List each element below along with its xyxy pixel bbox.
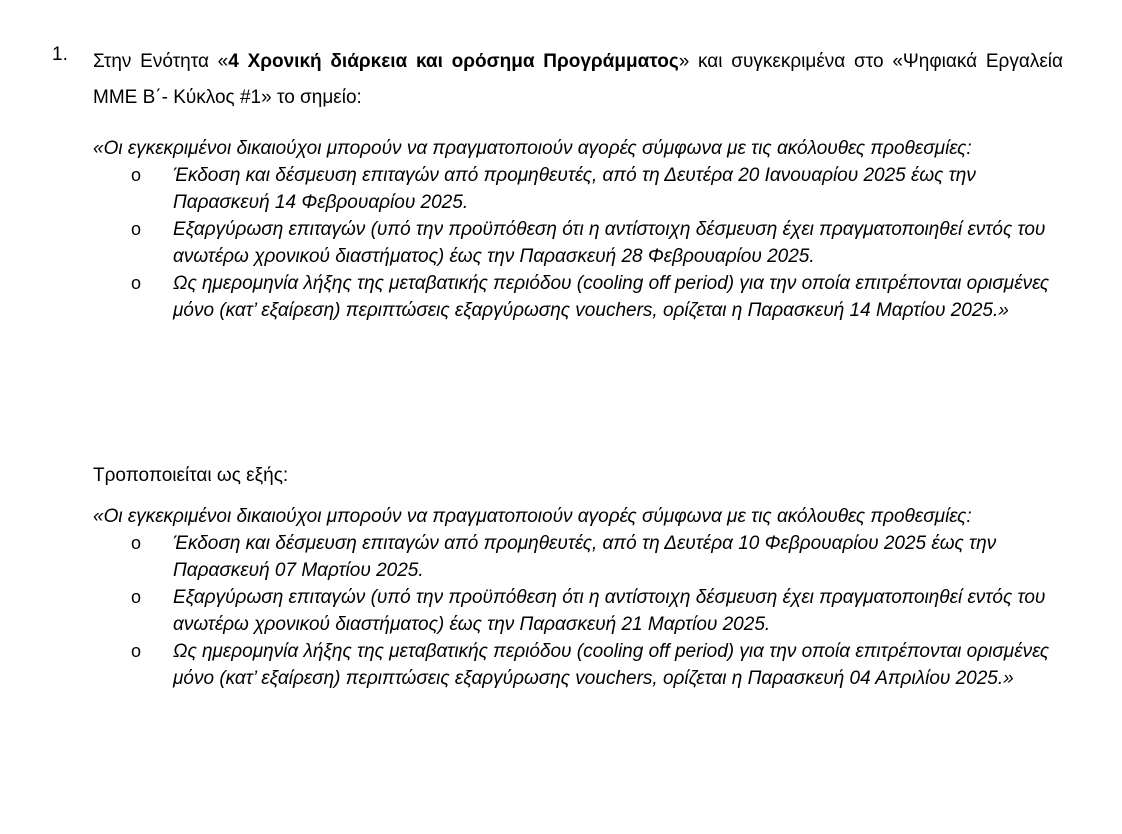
intro-text-before: Στην Ενότητα « bbox=[93, 51, 229, 72]
bullet-text: Ως ημερομηνία λήξης της μεταβατικής περιόδου (cooling off period) για την οποία επιτρέπονται ορισμένες μόνο (κατ’ εξαίρεση) περιπτώσεις εξαργύρωσης vouchers, ορίζεται η Παρασκευή 04 Απριλίου 2025.» bbox=[173, 641, 1050, 689]
hollow-circle-bullet-icon: o bbox=[131, 533, 142, 553]
bullet-text: Έκδοση και δέσμευση επιταγών από προμηθευτές, από τη Δευτέρα 10 Φεβρουαρίου 2025 έως την Παρασκευή 07 Μαρτίου 2025. bbox=[173, 533, 997, 581]
bullet-text: Εξαργύρωση επιταγών (υπό την προϋπόθεση ότι η αντίστοιχη δέσμευση έχει πραγματοποιηθεί εντός του ανωτέρω χρονικού διαστήματος) έως την Παρασκευή 28 Φεβρουαρίου 2025. bbox=[173, 219, 1046, 267]
hollow-circle-bullet-icon: o bbox=[131, 641, 142, 661]
amended-quote-block bbox=[93, 503, 1068, 692]
original-deadlines-list bbox=[93, 162, 1068, 324]
section-title-bold: 4 Χρονική διάρκεια και ορόσημα Προγράμματος bbox=[228, 51, 679, 72]
amendment-heading: Τροποποιείται ως εξής: bbox=[93, 465, 289, 486]
original-quote-block bbox=[93, 135, 1068, 324]
hollow-circle-bullet-icon: o bbox=[131, 587, 142, 607]
list-item bbox=[93, 216, 1068, 270]
list-item bbox=[93, 530, 1068, 584]
original-quote-lead: «Οι εγκεκριμένοι δικαιούχοι μπορούν να πραγματοποιούν αγορές σύμφωνα με τις ακόλουθες προθεσμίες: bbox=[93, 138, 972, 159]
list-item bbox=[93, 162, 1068, 216]
intro-text-after: » και συγκεκριμένα στο «Ψηφιακά Εργαλεία ΜΜΕ Β΄- Κύκλος #1» το σημείο: bbox=[93, 51, 1063, 108]
hollow-circle-bullet-icon: o bbox=[131, 273, 142, 293]
bullet-text: Εξαργύρωση επιταγών (υπό την προϋπόθεση ότι η αντίστοιχη δέσμευση έχει πραγματοποιηθεί εντός του ανωτέρω χρονικού διαστήματος) έως την Παρασκευή 21 Μαρτίου 2025. bbox=[173, 587, 1046, 635]
list-item bbox=[93, 270, 1068, 324]
intro-paragraph bbox=[93, 44, 1063, 116]
list-item bbox=[93, 638, 1068, 692]
bullet-text: Ως ημερομηνία λήξης της μεταβατικής περιόδου (cooling off period) για την οποία επιτρέπονται ορισμένες μόνο (κατ’ εξαίρεση) περιπτώσεις εξαργύρωσης vouchers, ορίζεται η Παρασκευή 14 Μαρτίου 2025.» bbox=[173, 273, 1050, 321]
list-item bbox=[93, 584, 1068, 638]
amended-deadlines-list bbox=[93, 530, 1068, 692]
amended-quote-lead: «Οι εγκεκριμένοι δικαιούχοι μπορούν να πραγματοποιούν αγορές σύμφωνα με τις ακόλουθες προθεσμίες: bbox=[93, 506, 972, 527]
bullet-text: Έκδοση και δέσμευση επιταγών από προμηθευτές, από τη Δευτέρα 20 Ιανουαρίου 2025 έως την Παρασκευή 14 Φεβρουαρίου 2025. bbox=[173, 165, 976, 213]
hollow-circle-bullet-icon: o bbox=[131, 165, 142, 185]
hollow-circle-bullet-icon: o bbox=[131, 219, 142, 239]
list-item-number: 1. bbox=[52, 44, 68, 65]
